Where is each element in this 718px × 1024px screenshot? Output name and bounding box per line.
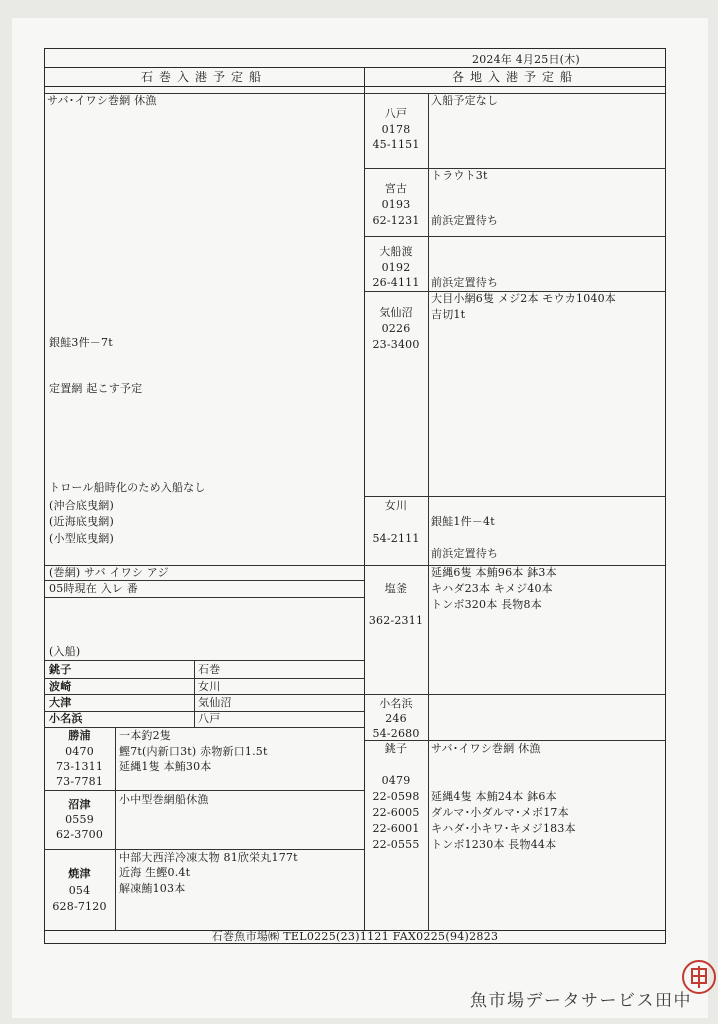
- port-name-choshi: 銚子: [384, 742, 408, 755]
- port-phone: 0192: [381, 261, 411, 274]
- port-info: 銀鮭1件－4t: [431, 515, 495, 528]
- report-date: 2024年 4月25日(木): [472, 53, 580, 66]
- port-phone: 628-7120: [52, 900, 107, 913]
- market-footer: 石巻魚市場㈱ TEL0225(23)1121 FAX0225(94)2823: [211, 930, 499, 943]
- port-info: キハダ23本 キメジ40本: [431, 582, 553, 595]
- port-name-onahama: 小名浜: [379, 697, 413, 710]
- port-phone: 0479: [381, 774, 411, 787]
- port-info: 小中型巻網船休漁: [119, 793, 209, 806]
- ishinomaki-header: 石巻入港予定船: [140, 70, 267, 84]
- port-info: 延縄1隻 本鮪30本: [119, 760, 212, 773]
- port-name-shiogama: 塩釜: [384, 582, 408, 595]
- port-phone: 22-0555: [372, 838, 420, 851]
- port-info: 延縄4隻 本鮪24本 鉢6本: [431, 790, 557, 803]
- port-info: 前浜定置待ち: [431, 214, 499, 227]
- arrivals-label: (入船): [49, 645, 81, 658]
- port-pair-left: 銚子: [49, 663, 72, 676]
- port-name-kesennuma: 気仙沼: [379, 306, 413, 319]
- port-phone: 62-1231: [372, 214, 420, 227]
- port-info: 中部大西洋冷凍太物 81欣栄丸177t: [119, 851, 298, 864]
- port-info: 入船予定なし: [431, 94, 499, 107]
- port-info: 吉切1t: [431, 308, 466, 321]
- regional-header: 各地入港予定船: [451, 70, 578, 84]
- port-phone: 22-6005: [372, 806, 420, 819]
- port-pair-right: 気仙沼: [198, 696, 232, 709]
- port-phone: 0226: [381, 322, 411, 335]
- port-info: キハダ･小キワ･キメジ183本: [431, 822, 576, 835]
- trawl-note: トロール船時化のため入船なし: [49, 481, 206, 494]
- port-info: トンボ320本 長物8本: [431, 598, 542, 611]
- port-phone: 0559: [65, 813, 94, 826]
- port-info: 鰹7t(内新口3t) 赤物新口1.5t: [119, 745, 268, 758]
- current-status: 05時現在 入レ 番: [49, 582, 138, 595]
- port-pair-left: 波崎: [49, 680, 72, 693]
- port-phone: 73-7781: [55, 775, 104, 788]
- port-info: トンボ1230本 長物44本: [431, 838, 557, 851]
- port-phone: 22-0598: [372, 790, 420, 803]
- seal-icon: [684, 962, 714, 992]
- port-phone: 45-1151: [372, 138, 420, 151]
- port-info: 延縄6隻 本鮪96本 鉢3本: [431, 566, 557, 579]
- trawl-type: (沖合底曳網): [49, 499, 114, 512]
- trawl-type: (近海底曳網): [49, 515, 114, 528]
- port-phone: 0178: [381, 123, 411, 136]
- port-phone: 62-3700: [55, 828, 104, 841]
- port-name-miyako: 宮古: [384, 182, 408, 195]
- port-phone: 23-3400: [372, 338, 420, 351]
- port-pair-right: 石巻: [198, 663, 221, 676]
- port-phone: 054: [68, 884, 91, 897]
- port-name-numazu: 沼津: [68, 798, 91, 811]
- trawl-type: (小型底曳網): [49, 532, 114, 545]
- port-phone: 22-6001: [372, 822, 420, 835]
- port-info: 前浜定置待ち: [431, 276, 499, 289]
- port-name-yaizu: 焼津: [68, 867, 91, 880]
- port-pair-left: 大津: [49, 696, 72, 709]
- seal-stamp: [682, 960, 716, 994]
- port-phone: 54-2680: [372, 727, 420, 740]
- port-info: 解凍鮪103本: [119, 882, 186, 895]
- set-net-status: 定置網 起こす予定: [49, 382, 143, 395]
- port-pair-right: 女川: [198, 680, 221, 693]
- port-pair-left: 小名浜: [49, 712, 83, 725]
- port-phone: 246: [385, 712, 407, 725]
- port-name-katsuura: 勝浦: [68, 729, 91, 742]
- port-info: サバ･イワシ巻網 休漁: [431, 742, 541, 755]
- purse-seine-status: サバ･イワシ巻網 休漁: [47, 94, 157, 107]
- purse-species: (巻網) サバ イワシ アジ: [49, 566, 169, 579]
- port-phone: 54-2111: [372, 532, 420, 545]
- port-phone: 0193: [381, 198, 411, 211]
- port-phone: 73-1311: [55, 760, 104, 773]
- port-info: トラウト3t: [431, 169, 488, 182]
- port-phone: 26-4111: [372, 276, 420, 289]
- silver-salmon-count: 銀鮭3件－7t: [49, 336, 113, 349]
- port-info: ダルマ･小ダルマ･メボ17本: [431, 806, 569, 819]
- port-info: 一本釣2隻: [119, 729, 171, 742]
- port-info: 前浜定置待ち: [431, 547, 499, 560]
- port-phone: 362-2311: [368, 614, 424, 627]
- port-pair-right: 八戸: [198, 712, 221, 725]
- port-info: 大目小網6隻 メジ2本 モウカ1040本: [431, 292, 616, 305]
- port-info: 近海 生鰹0.4t: [119, 866, 191, 879]
- port-phone: 0470: [65, 745, 94, 758]
- brand-name: 魚市場データサービス田中: [470, 991, 692, 1011]
- port-name-hachinohe: 八戸: [384, 107, 408, 120]
- port-name-ofunato: 大船渡: [379, 245, 413, 258]
- port-name-onagawa: 女川: [384, 499, 408, 512]
